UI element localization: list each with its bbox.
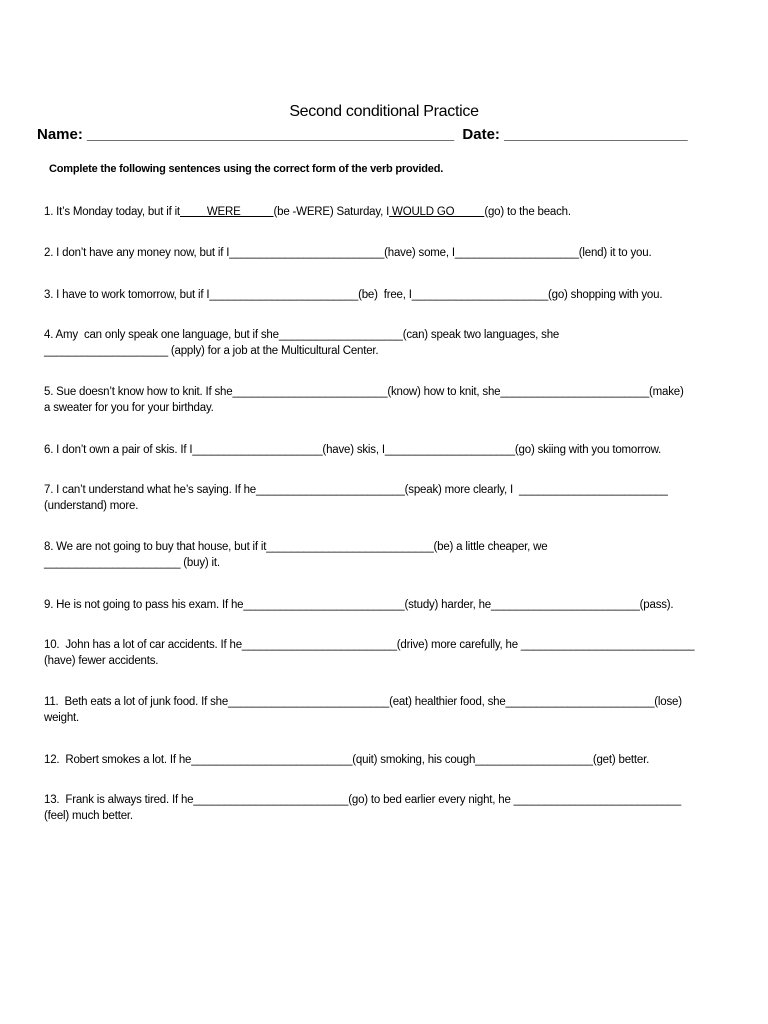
question-1 xyxy=(44,204,724,220)
name-date-line: Name: ____________________________________________ Date: ______________________ xyxy=(37,126,688,143)
question-10 xyxy=(44,637,724,669)
question-4 xyxy=(44,327,724,359)
question-line: 6. I don’t own a pair of skis. If I_____________________(have) skis, I_____________________(go) skiing with you tomorrow. xyxy=(44,444,662,456)
question-6 xyxy=(44,442,724,458)
answer-were: WERE xyxy=(179,206,274,218)
question-line-2: (have) fewer accidents. xyxy=(44,655,159,667)
question-line-2: a sweater for you for your birthday. xyxy=(44,402,214,414)
question-line-2: (feel) much better. xyxy=(44,810,133,822)
question-11 xyxy=(44,694,724,726)
question-text: (be -WERE) Saturday, I xyxy=(273,206,390,218)
question-line: 9. He is not going to pass his exam. If he__________________________(study) harder, he________________________(pass). xyxy=(44,599,674,611)
question-line: 8. We are not going to buy that house, but if it___________________________(be) a little cheaper, we xyxy=(44,541,548,553)
question-7 xyxy=(44,482,724,514)
question-12 xyxy=(44,752,724,768)
question-line-2: (understand) more. xyxy=(44,500,139,512)
question-13 xyxy=(44,792,724,824)
question-line-2: ______________________ (buy) it. xyxy=(44,557,220,569)
question-9 xyxy=(44,597,724,613)
question-line: 11. Beth eats a lot of junk food. If she__________________________(eat) healthier food, she________________________(lose) xyxy=(44,696,682,708)
question-line: 10. John has a lot of car accidents. If he_________________________(drive) more carefully, he ____________________________ xyxy=(44,639,695,651)
answer-would-go: WOULD GO xyxy=(389,206,485,218)
question-text: (go) to the beach. xyxy=(484,206,571,218)
page-title: Second conditional Practice xyxy=(289,103,479,120)
question-line: 13. Frank is always tired. If he_________________________(go) to bed earlier every night, he ___________________________ xyxy=(44,794,681,806)
instructions: Complete the following sentences using the correct form of the verb provided. xyxy=(49,163,444,175)
question-line xyxy=(44,204,724,220)
question-8 xyxy=(44,539,724,571)
question-line: 2. I don’t have any money now, but if I_________________________(have) some, I____________________(lend) it to you. xyxy=(44,247,652,259)
question-line-2: ____________________ (apply) for a job at the Multicultural Center. xyxy=(44,345,379,357)
question-line: 4. Amy can only speak one language, but if she____________________(can) speak two languages, she xyxy=(44,329,560,341)
question-3 xyxy=(44,287,724,303)
question-5 xyxy=(44,384,724,416)
question-line: 7. I can’t understand what he’s saying. If he________________________(speak) more clearly, I ________________________ xyxy=(44,484,668,496)
question-text: 1. It’s Monday today, but if it xyxy=(44,206,180,218)
question-line-2: weight. xyxy=(44,712,80,724)
question-line: 5. Sue doesn’t know how to knit. If she_________________________(know) how to knit, she________________________(make) xyxy=(44,386,684,398)
question-line: 3. I have to work tomorrow, but if I________________________(be) free, I______________________(go) shopping with you. xyxy=(44,289,663,301)
question-2 xyxy=(44,245,724,261)
question-line: 12. Robert smokes a lot. If he__________________________(quit) smoking, his cough___________________(get) better. xyxy=(44,754,650,766)
